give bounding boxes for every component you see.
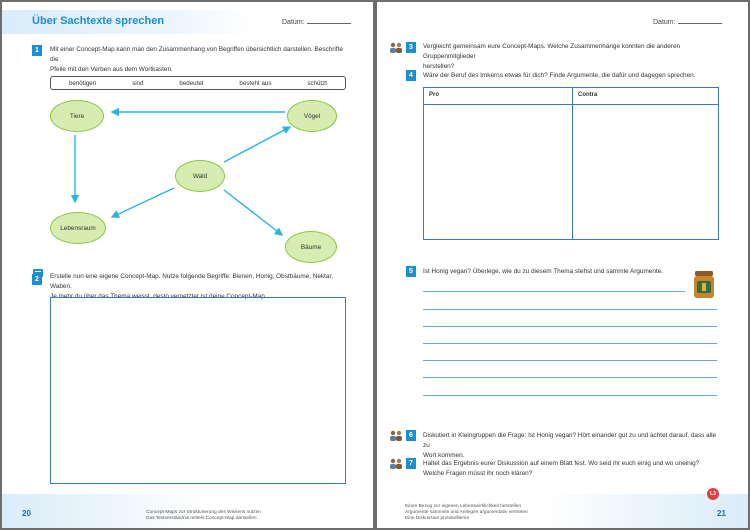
bubble-wald: Wald	[175, 160, 225, 192]
date-field[interactable]	[653, 17, 722, 26]
task-4-text: Wäre der Beruf des Imkerns etwas für dich? Finde Argumente, die dafür und dagegen sprechen.	[423, 72, 696, 79]
task-number-6: 6	[406, 430, 416, 441]
task-6-line-1: Diskutiert in Kleingruppen die Frage: Ist Honig vegan? Hört einander gut zu und achtet darauf, dass alle zu	[423, 432, 717, 449]
arrow-wald-voegel	[224, 127, 290, 162]
bubble-baeume: Bäume	[285, 231, 337, 263]
footer-text	[146, 510, 261, 522]
bubble-lebensraum: Lebensraum	[50, 212, 106, 244]
footer-line-2: Das Textverständnis mittels Concept-Map darstellen	[146, 516, 257, 521]
column-header-contra: Contra	[578, 92, 598, 98]
task-number-3: 3	[406, 42, 416, 53]
task-number-1: 1	[32, 45, 42, 56]
task-2-line-2: Je mehr du über das Thema weisst, desto vernetzter ist deine Concept-Map.	[50, 293, 267, 300]
page-title: Über Sachtexte sprechen	[32, 15, 165, 27]
task-7-text	[423, 459, 723, 479]
date-label: Datum:	[282, 19, 305, 26]
task-3-text	[423, 42, 723, 72]
date-label: Datum:	[653, 19, 676, 26]
right-page	[377, 2, 748, 528]
task-1-line-1: Mit einer Concept-Map kann man den Zusammenhang von Begriffen übersichtlich darstellen. Beschrifte die	[50, 46, 343, 63]
contra-cell[interactable]	[573, 105, 718, 238]
pro-contra-table	[423, 87, 719, 240]
arrow-wald-lebensraum	[112, 188, 174, 217]
column-header-pro: Pro	[429, 92, 440, 98]
concept-map-drawing-area[interactable]	[50, 297, 346, 484]
word-item: bedeutet	[179, 79, 204, 87]
arrow-wald-baeume	[224, 190, 282, 235]
task-3-line-2: herstellen?	[423, 63, 455, 70]
task-number-4: 4	[406, 70, 416, 81]
writing-line[interactable]	[423, 291, 685, 292]
task-6-line-2: Wort kommen.	[423, 452, 465, 459]
task-2-line-1: Erstelle nun eine eigene Concept-Map. Nutze folgende Begriffe: Bienen, Honig, Obstbäume, Nektar, Waben.	[50, 273, 334, 290]
task-5-text: Ist Honig vegan? Überlege, wie du zu diesem Thema stehst und sammle Argumente.	[423, 268, 664, 275]
page-number: 20	[22, 509, 31, 518]
honey-jar-icon	[693, 270, 715, 300]
bubble-tiere: Tiere	[50, 100, 104, 132]
writing-line[interactable]	[423, 326, 717, 327]
date-line	[678, 17, 722, 24]
writing-line[interactable]	[423, 360, 717, 361]
table-header	[424, 88, 718, 105]
task-number-5: 5	[406, 266, 416, 277]
word-item: besteht aus	[239, 79, 272, 87]
writing-line[interactable]	[423, 395, 717, 396]
footer-line-1: Concept-Maps zur Strukturierung des Wissens nutzen	[146, 510, 261, 515]
task-6-text	[423, 431, 723, 461]
footer	[2, 494, 373, 528]
footer-line-1: Einen Bezug zur eigenen Lebenswirklichkeit herstellen	[405, 504, 521, 509]
word-item: benötigen	[68, 79, 97, 87]
word-item: schützt	[307, 79, 327, 87]
task-7-line-2: Welche Fragen müsst ihr noch klären?	[423, 470, 533, 477]
footer	[377, 494, 748, 528]
page-number: 21	[717, 509, 726, 518]
footer-text	[405, 504, 528, 522]
task-1-line-2: Pfeile mit den Verben aus dem Wortkasten.	[50, 66, 173, 73]
group-icon	[389, 42, 403, 53]
group-icon	[389, 430, 403, 441]
writing-line[interactable]	[423, 377, 717, 378]
bubble-voegel: Vögel	[287, 100, 337, 132]
word-item: sind	[132, 79, 144, 87]
task-3-line-1: Vergleicht gemeinsam eure Concept-Maps. Welche Zusammenhänge konnten die anderen Gruppenmitglieder	[423, 43, 681, 60]
footer-line-3: Eine Diskussion protokollieren	[405, 516, 470, 521]
task-7-line-1: Haltet das Ergebnis eurer Diskussion auf einem Blatt fest. Wo seid ihr euch einig und wo uneinig?	[423, 460, 700, 467]
level-badge: L3	[707, 488, 719, 500]
pro-cell[interactable]	[424, 105, 572, 238]
task-number-7: 7	[406, 458, 416, 469]
left-page	[2, 2, 373, 528]
task-number-2: 2	[32, 274, 42, 285]
writing-line[interactable]	[423, 343, 717, 344]
writing-line[interactable]	[423, 309, 717, 310]
footer-line-2: Argumente sammeln und Anliegen argumentativ vertreten	[405, 510, 528, 515]
group-icon	[389, 458, 403, 469]
